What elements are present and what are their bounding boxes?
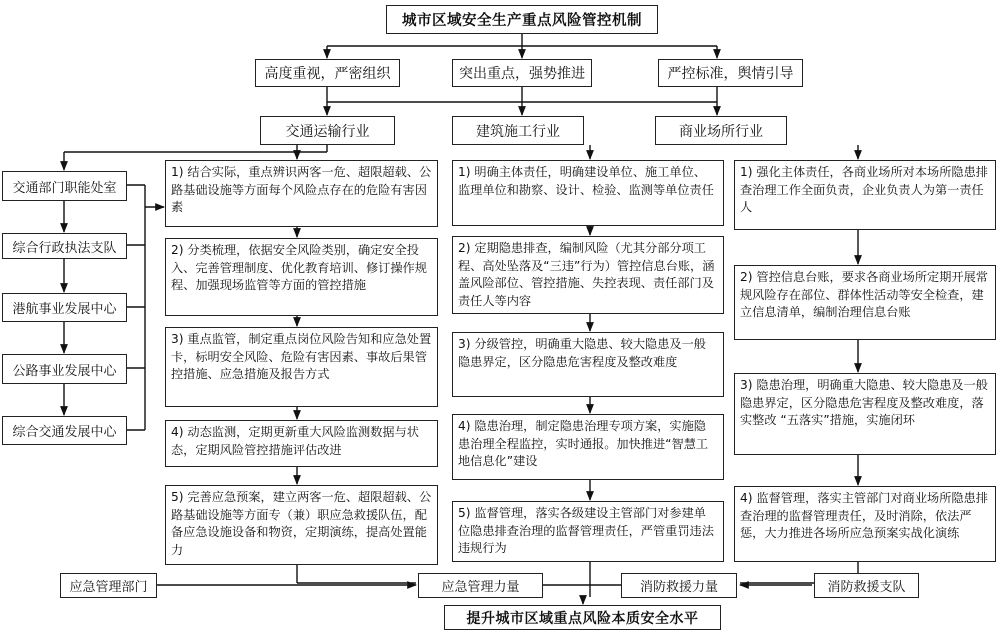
transport-step-4: 4) 动态监测，定期更新重大风险监测数据与状态，定期风险管控措施评估改进 — [165, 420, 438, 467]
dept-port-shipping: 港航事业发展中心 — [2, 293, 127, 322]
fire-rescue-brigade: 消防救援支队 — [814, 573, 919, 598]
construction-step-4: 4) 隐患治理，制定隐患治理专项方案，实施隐患治理全程监控，实时通报。加快推进“智慧工地信息化”建设 — [452, 414, 724, 480]
principle-box-1: 高度重视，严密组织 — [255, 59, 400, 87]
emergency-management-force: 应急管理力量 — [418, 573, 543, 598]
emergency-management-dept: 应急管理部门 — [60, 573, 157, 598]
construction-step-1: 1) 明确主体责任，明确建设单位、施工单位、监理单位和勘察、设计、检验、监测等单位责任 — [452, 160, 724, 226]
goal-box: 提升城市区域重点风险本质安全水平 — [444, 605, 721, 630]
commercial-step-4: 4) 监督管理，落实主管部门对商业场所隐患排查治理的监督管理责任，及时消除，依法严惩，大力推进各场所应急预案实战化演练 — [734, 486, 996, 562]
transport-step-5: 5) 完善应急预案，建立两客一危、超限超载、公路基础设施等方面专（兼）职应急救援队伍，配备应急设施设备和物资，定期演练，提高处置能力 — [165, 485, 438, 565]
diagram-title: 城市区域安全生产重点风险管控机制 — [386, 5, 658, 34]
commercial-step-1: 1) 强化主体责任，各商业场所对本场所隐患排查治理工作全面负责，企业负责人为第一责任人 — [734, 160, 996, 230]
commercial-step-2: 2) 管控信息台账，要求各商业场所定期开展常规风险存在部位、群体性活动等安全检查，建立信息清单，编制治理信息台账 — [734, 265, 996, 340]
construction-step-5: 5) 监督管理，落实各级建设主管部门对参建单位隐患排查治理的监督管理责任，严管重罚违法违规行为 — [452, 501, 724, 562]
industry-transport: 交通运输行业 — [260, 116, 395, 145]
dept-highway: 公路事业发展中心 — [2, 354, 127, 384]
fire-rescue-force: 消防救援力量 — [621, 573, 737, 598]
industry-commercial: 商业场所行业 — [655, 116, 787, 145]
principle-box-2: 突出重点，强势推进 — [452, 59, 592, 87]
construction-step-3: 3) 分级管控，明确重大隐患、较大隐患及一般隐患界定，区分隐患危害程度及整改难度 — [452, 332, 724, 397]
dept-transport-office: 交通部门职能处室 — [2, 171, 127, 201]
transport-step-3: 3) 重点监管，制定重点岗位风险告知和应急处置卡，标明安全风险、危险有害因素、事故后果管控措施、应急措施及报告方式 — [165, 327, 438, 407]
transport-step-2: 2) 分类梳理，依据安全风险类别，确定安全投入、完善管理制度、优化教育培训、修订操作规程、加强现场监管等方面的管控措施 — [165, 238, 438, 316]
principle-box-3: 严控标准，舆情引导 — [658, 59, 803, 87]
commercial-step-3: 3) 隐患治理，明确重大隐患、较大隐患及一般隐患界定，区分隐患危害程度及整改难度，落实整改 “五落实”措施，实施闭环 — [734, 373, 996, 455]
construction-step-2: 2) 定期隐患排查，编制风险（尤其分部分项工程、高处坠落及“三违”行为）管控信息台账，涵盖风险部位、管控措施、失控表现、责任部门及责任人等内容 — [452, 236, 724, 314]
industry-construction: 建筑施工行业 — [452, 116, 584, 145]
dept-law-enforcement: 综合行政执法支队 — [2, 233, 127, 259]
transport-step-1: 1) 结合实际，重点辨识两客一危、超限超载、公路基础设施等方面每个风险点存在的危险有害因素 — [165, 160, 438, 227]
dept-comprehensive-traffic: 综合交通发展中心 — [2, 416, 127, 445]
